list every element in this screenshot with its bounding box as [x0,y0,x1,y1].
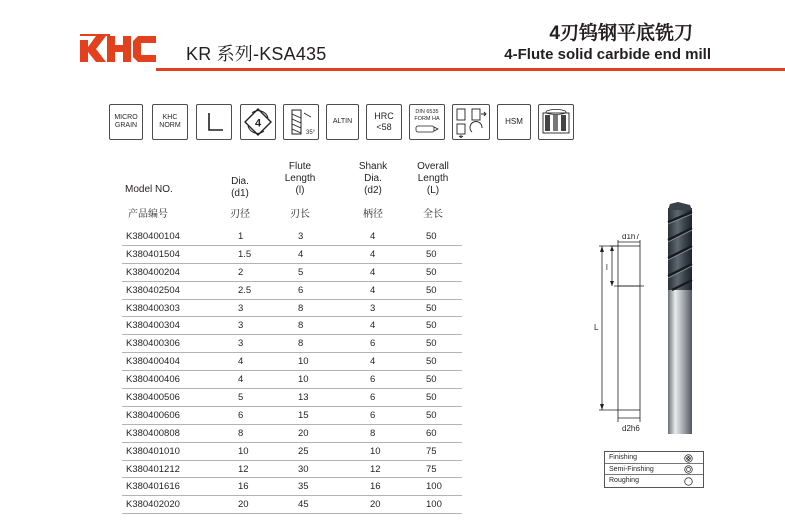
header-flute: Flute Length (l) [284,161,316,196]
cell-flute-length: 10 [298,356,309,368]
cell-model: K380401616 [126,481,180,493]
cell-model: K380400406 [126,374,180,386]
cell-model: K380401010 [126,445,180,457]
cell-dia: 4 [238,374,244,386]
header-shank: Shank Dia. (d2) [358,161,388,196]
table-row [122,300,462,318]
cell-dia: 12 [238,463,249,475]
cell-dia: 3 [238,320,244,332]
cell-overall-length: 50 [426,409,437,421]
helix-angle-icon [283,104,319,140]
cell-model: K380400204 [126,266,180,278]
square-end-icon [196,104,232,140]
cell-overall-length: 50 [426,266,437,278]
table-row [122,496,462,514]
cell-flute-length: 15 [298,409,309,421]
cell-model: K380400104 [126,231,180,242]
table-row [122,228,462,246]
circle-icon [684,477,693,486]
cell-model: K380400606 [126,409,180,421]
legend-finishing: Finishing [605,452,703,464]
cell-dia: 3 [238,302,244,314]
cell-shank-dia: 4 [370,248,376,260]
table-row [122,425,462,443]
l-label: l [606,263,608,272]
cell-flute-length: 25 [298,445,309,457]
cell-shank-dia: 6 [370,374,376,386]
double-circle-filled-icon [684,454,693,463]
cell-flute-length: 45 [298,499,309,511]
cell-shank-dia: 6 [370,338,376,350]
cell-overall-length: 50 [426,248,437,260]
header-flute-cn: 刃长 [290,209,310,220]
product-title-en: 4-Flute solid carbide end mill [504,46,711,63]
cell-shank-dia: 6 [370,409,376,421]
four-flute-icon [240,104,276,140]
cell-model: K380401504 [126,248,180,260]
cell-overall-length: 100 [426,499,442,511]
cell-flute-length: 6 [298,284,304,296]
cell-flute-length: 30 [298,463,309,475]
hsm-badge: HSM [497,104,531,140]
table-row [122,461,462,479]
cell-model: K380402504 [126,284,180,296]
machining-legend [604,451,704,488]
cell-dia: 4 [238,356,244,368]
cell-overall-length: 50 [426,392,437,404]
end-mill-photo [658,200,702,436]
cell-flute-length: 10 [298,374,309,386]
cell-shank-dia: 4 [370,356,376,368]
cell-shank-dia: 8 [370,427,376,439]
table-row [122,443,462,461]
header-dia-cn: 刃径 [230,209,250,220]
table-row [122,335,462,353]
cell-overall-length: 75 [426,463,437,475]
cell-model: K380400306 [126,338,180,350]
cell-shank-dia: 6 [370,392,376,404]
header-divider [156,68,785,71]
cell-model: K380402020 [126,499,180,511]
cell-dia: 6 [238,409,244,421]
cell-dia: 5 [238,392,244,404]
double-circle-icon [684,465,693,474]
spec-table [122,228,462,514]
cell-shank-dia: 12 [370,463,381,475]
cell-dia: 20 [238,499,249,511]
cell-flute-length: 8 [298,320,304,332]
d2-label: d2h6 [622,424,640,433]
micro-grain-badge: MICRO GRAIN [109,104,143,140]
series-title: KR 系列-KSA435 [186,44,327,64]
table-row [122,264,462,282]
cell-flute-length: 3 [298,231,304,242]
product-title-cn: 4刃钨钢平底铣刀 [549,23,693,44]
cell-shank-dia: 4 [370,284,376,296]
cell-overall-length: 50 [426,284,437,296]
cell-model: K380400304 [126,320,180,332]
table-row [122,353,462,371]
header-shank-cn: 柄径 [363,209,383,220]
milling-directions-icon [452,104,490,140]
svg-text:4: 4 [254,117,262,130]
cell-overall-length: 60 [426,427,437,439]
header-dia: Dia. (d1) [231,176,249,199]
table-row [122,282,462,300]
cell-overall-length: 50 [426,302,437,314]
cell-flute-length: 4 [298,248,304,260]
cell-dia: 1.5 [238,248,252,260]
cell-flute-length: 20 [298,427,309,439]
cell-overall-length: 50 [426,231,437,242]
cell-flute-length: 13 [298,392,309,404]
header-model-cn: 产品编号 [128,209,168,220]
cell-model: K380400404 [126,356,180,368]
dimension-drawing [590,234,654,438]
table-row [122,371,462,389]
legend-roughing: Roughing [605,475,703,487]
cell-model: K380400506 [126,392,180,404]
svg-text:35°: 35° [306,130,316,136]
cell-flute-length: 5 [298,266,304,278]
cell-model: K380400303 [126,302,180,314]
cell-model: K380400808 [126,427,180,439]
cell-overall-length: 100 [426,481,442,493]
flute-geometry-icon [538,104,574,140]
cell-overall-length: 50 [426,356,437,368]
header-overall: Overall Length (L) [417,161,449,196]
header-overall-cn: 全长 [423,209,443,220]
khc-norm-badge: KHC NORM [152,104,188,140]
table-row [122,246,462,264]
cell-flute-length: 8 [298,338,304,350]
cell-overall-length: 75 [426,445,437,457]
table-row [122,407,462,425]
cell-shank-dia: 3 [370,302,376,314]
khc-logo [80,34,156,64]
cell-shank-dia: 16 [370,481,381,493]
din-6535-badge: DIN 6535 FORM HA [409,104,445,140]
cell-shank-dia: 4 [370,266,376,278]
cell-model: K380401212 [126,463,180,475]
cell-shank-dia: 4 [370,231,376,242]
cell-overall-length: 50 [426,320,437,332]
cell-dia: 2.5 [238,284,252,296]
hrc-hardness-badge: HRC <58 [366,104,402,140]
cell-dia: 3 [238,338,244,350]
cell-overall-length: 50 [426,374,437,386]
header-model: Model NO. [125,184,173,195]
cell-shank-dia: 20 [370,499,381,511]
cell-shank-dia: 10 [370,445,381,457]
cell-dia: 8 [238,427,244,439]
cell-overall-length: 50 [426,338,437,350]
d1-label: d1h7 [622,234,640,241]
cell-dia: 1 [238,231,244,242]
cell-flute-length: 35 [298,481,309,493]
legend-semi-finishing: Semi-Finshing [605,464,703,476]
cell-dia: 2 [238,266,244,278]
table-row [122,389,462,407]
cell-shank-dia: 4 [370,320,376,332]
cell-dia: 16 [238,481,249,493]
cell-flute-length: 8 [298,302,304,314]
table-row [122,317,462,335]
cell-dia: 10 [238,445,249,457]
table-row [122,478,462,496]
L-label: L [594,323,599,332]
altin-coating-badge: ALTIN [326,104,359,140]
